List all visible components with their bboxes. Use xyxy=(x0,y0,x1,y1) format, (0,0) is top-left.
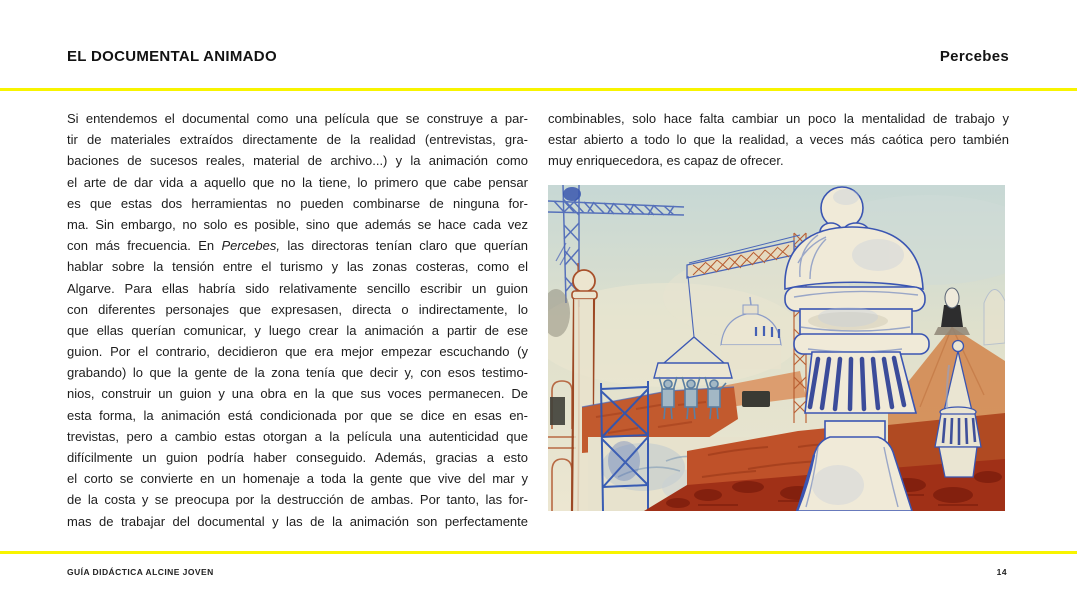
text-line: muy enriquecedora, es capaz de ofrecer. xyxy=(548,153,784,169)
text-line: con diferentes personajes que expresasen, directa o indirectamente, lo xyxy=(67,301,528,317)
text-line xyxy=(67,235,528,256)
left-column xyxy=(67,108,528,532)
text-line: el arte de dar vida a aquello que no la tiene, lo primero que cabe pensar xyxy=(67,174,528,190)
text-line: Si entendemos el documental como una película que se construye a par- xyxy=(67,111,528,126)
text-line: Algarve. Para ellas habría sido relativamente sencillo escribir un guion xyxy=(67,280,528,296)
text-line: que ellas querían comunicar, y luego crear la animación a partir de ese xyxy=(67,322,528,338)
bottom-accent-rule xyxy=(0,551,1077,554)
text-line: estar abierto a todo lo que la realidad, a veces más caótica pero también xyxy=(548,132,1009,148)
text-line: nios, construir un guion y una obra en la que sus voces permanecen. De xyxy=(67,386,528,402)
top-accent-rule xyxy=(0,88,1077,91)
text-fragment: las directoras tenían claro que querían xyxy=(280,238,528,254)
watercolor-illustration xyxy=(548,185,1005,511)
text-line: hablar sobre la tensión entre el turismo y las zonas costeras, como el xyxy=(67,259,528,275)
section-title: Percebes xyxy=(939,48,1009,65)
page-footer xyxy=(67,567,1007,577)
page-number: 14 xyxy=(996,567,1007,577)
page-header xyxy=(67,48,1009,65)
text-line: mas de trabajar del documental y las de la animación son perfectamente xyxy=(67,513,528,529)
text-fragment: con más frecuencia. En xyxy=(67,238,222,254)
text-line: baciones de sucesos reales, material de archivo...) y la animación como xyxy=(67,153,528,169)
text-line: ma. Sin embargo, no solo es posible, sino que además se hace cada vez xyxy=(67,216,528,232)
text-line: es que estas dos herramientas no pueden combinarse de ninguna for- xyxy=(67,195,528,211)
text-line: de la costa y se preocupa por la destrucción de ambas. Por tanto, las for- xyxy=(67,492,528,508)
film-title-emphasis: Percebes, xyxy=(221,238,281,254)
right-column xyxy=(548,108,1009,532)
body-columns xyxy=(67,108,1009,532)
page-title: EL DOCUMENTAL ANIMADO xyxy=(67,48,277,65)
text-line: el corto se convierte en un homenaje a toda la gente que vive del mar y xyxy=(67,471,528,487)
text-line: trevistas, pero a cambio estas otorgan a la película una autenticidad que xyxy=(67,428,528,444)
text-line: guion. Por el contrario, decidieron que era mejor empezar escuchando (y xyxy=(67,344,528,360)
text-line: difícilmente un guion podría haber conseguido. Además, gracias a esto xyxy=(67,450,528,465)
text-line: esta forma, la animación está condicionada por que se dice en esas en- xyxy=(67,407,528,423)
text-line: grabando) lo que la gente de la zona tenía que decir y, con esos testimo- xyxy=(67,365,528,381)
text-line: tir de materiales extraídos directamente de la realidad (entrevistas, gra- xyxy=(67,132,528,148)
footer-guide-title: GUÍA DIDÁCTICA ALCINE JOVEN xyxy=(67,567,214,577)
text-line: combinables, solo hace falta cambiar un poco la mentalidad de trabajo y xyxy=(548,111,1009,126)
